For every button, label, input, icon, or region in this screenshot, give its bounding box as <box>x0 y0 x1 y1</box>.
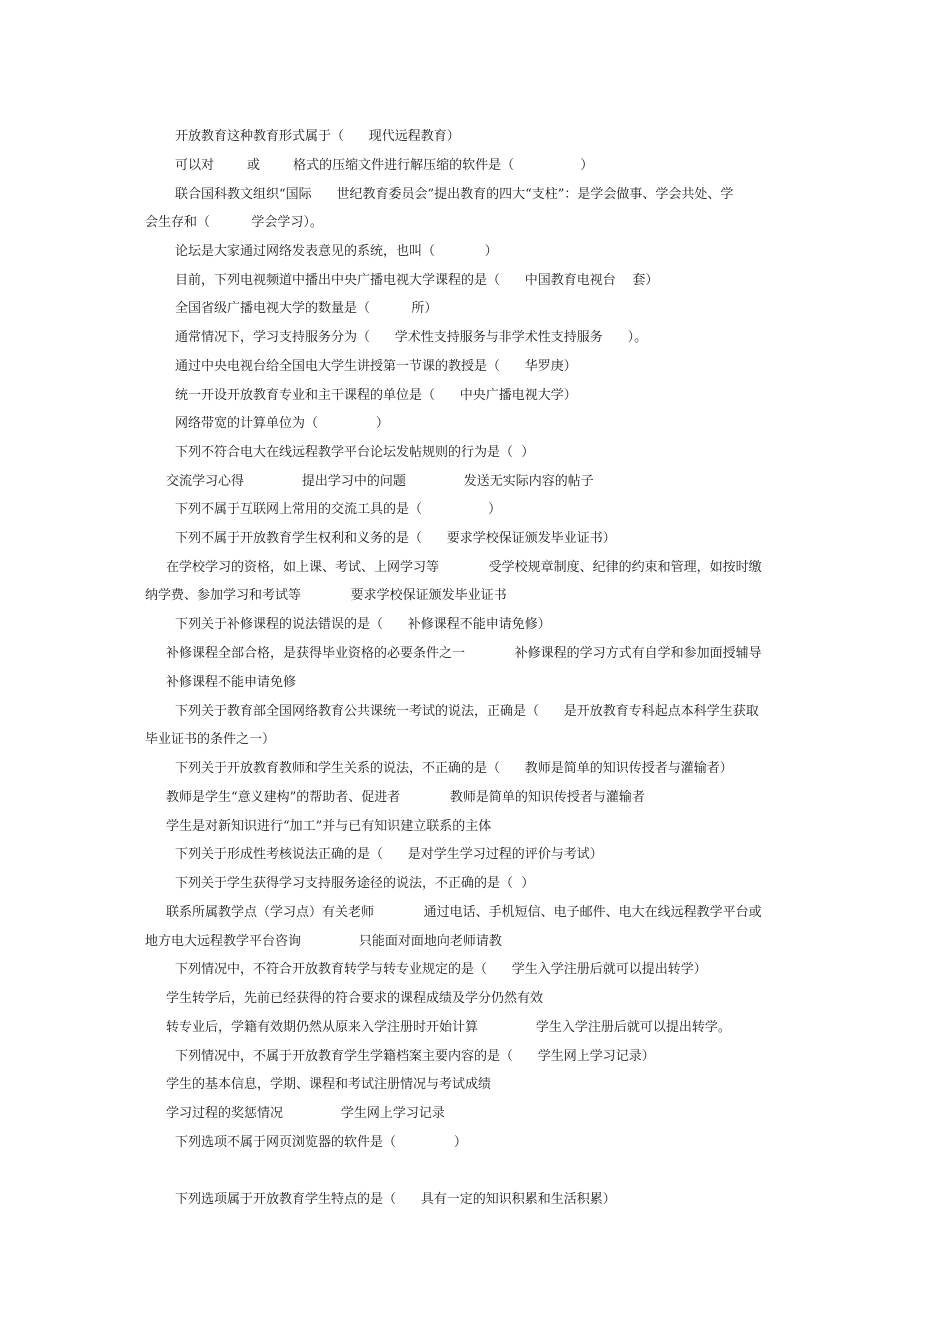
question-line: 目前，下列电视频道中播出中央广播电视大学课程的是（ 中国教育电视台 套） <box>175 273 659 288</box>
question-line-continuation: 毕业证书的条件之一） <box>145 732 276 747</box>
question-line: 下列关于教育部全国网络教育公共课统一考试的说法，正确是（ 是开放教育专科起点本科学生获取 <box>175 704 759 719</box>
question-line: 通过中央电视台给全国电大学生讲授第一节课的教授是（ 华罗庚） <box>175 359 577 374</box>
question-line: 下列关于学生获得学习支持服务途径的说法，不正确的是（ ） <box>175 876 535 891</box>
question-line: 网络带宽的计算单位为（ ） <box>175 416 389 431</box>
question-line: 开放教育这种教育形式属于（ 现代远程教育） <box>175 129 460 144</box>
option-line: 学习过程的奖惩情况 学生网上学习记录 <box>166 1106 445 1121</box>
option-line: 转专业后，学籍有效期仍然从原来入学注册时开始计算 学生入学注册后就可以提出转学。 <box>166 1020 731 1035</box>
question-line: 下列选项不属于网页浏览器的软件是（ ） <box>175 1135 467 1150</box>
question-line: 论坛是大家通过网络发表意见的系统，也叫（ ） <box>175 244 498 259</box>
question-line: 全国省级广播电视大学的数量是（ 所） <box>175 301 438 316</box>
option-line: 学生是对新知识进行“加工”并与已有知识建立联系的主体 <box>166 819 492 834</box>
question-line: 联合国科教文组织“国际 世纪教育委员会”提出教育的四大“支柱”：是学会做事、学会共处、学 <box>175 187 734 202</box>
option-line: 交流学习心得 提出学习中的问题 发送无实际内容的帖子 <box>166 474 594 489</box>
question-line: 下列不符合电大在线远程教学平台论坛发帖规则的行为是（ ） <box>175 445 535 460</box>
option-line: 联系所属教学点（学习点）有关老师 通过电话、手机短信、电子邮件、电大在线远程教学平台或 <box>166 905 762 920</box>
option-line: 在学校学习的资格，如上课、考试、上网学习等 受学校规章制度、纪律的约束和管理，如按时缴 <box>166 560 762 575</box>
option-line: 学生转学后，先前已经获得的符合要求的课程成绩及学分仍然有效 <box>166 991 544 1006</box>
question-line: 下列选项属于开放教育学生特点的是（ 具有一定的知识积累和生活积累） <box>175 1192 616 1207</box>
question-line: 统一开设开放教育专业和主干课程的单位是（ 中央广播电视大学） <box>175 388 577 403</box>
question-line: 下列情况中，不符合开放教育转学与转专业规定的是（ 学生入学注册后就可以提出转学） <box>175 962 707 977</box>
option-line-continuation: 纳学费、参加学习和考试等 要求学校保证颁发毕业证书 <box>145 588 507 603</box>
question-line: 通常情况下，学习支持服务分为（ 学术性支持服务与非学术性支持服务 ）。 <box>175 330 648 345</box>
question-line: 下列关于开放教育教师和学生关系的说法，不正确的是（ 教师是简单的知识传授者与灌输者） <box>175 761 733 776</box>
question-line: 下列不属于互联网上常用的交流工具的是（ ） <box>175 502 502 517</box>
option-line: 补修课程全部合格，是获得毕业资格的必要条件之一 补修课程的学习方式有自学和参加面授辅导 <box>166 646 762 661</box>
question-line: 下列关于形成性考核说法正确的是（ 是对学生学习过程的评价与考试） <box>175 847 603 862</box>
option-line-continuation: 地方电大远程教学平台咨询 只能面对面地向老师请教 <box>145 934 502 949</box>
option-line: 学生的基本信息，学期、课程和考试注册情况与考试成绩 <box>166 1077 492 1092</box>
option-line: 教师是学生“意义建构”的帮助者、促进者 教师是简单的知识传授者与灌输者 <box>166 790 645 805</box>
question-line-continuation: 会生存和（ 学会学习）。 <box>145 215 323 230</box>
question-line: 可以对 或 格式的压缩文件进行解压缩的软件是（ ） <box>175 158 594 173</box>
option-line: 补修课程不能申请免修 <box>166 675 297 690</box>
question-line: 下列情况中，不属于开放教育学生学籍档案主要内容的是（ 学生网上学习记录） <box>175 1049 655 1064</box>
question-line: 下列关于补修课程的说法错误的是（ 补修课程不能申请免修） <box>175 617 551 632</box>
question-line: 下列不属于开放教育学生权利和义务的是（ 要求学校保证颁发毕业证书） <box>175 531 616 546</box>
